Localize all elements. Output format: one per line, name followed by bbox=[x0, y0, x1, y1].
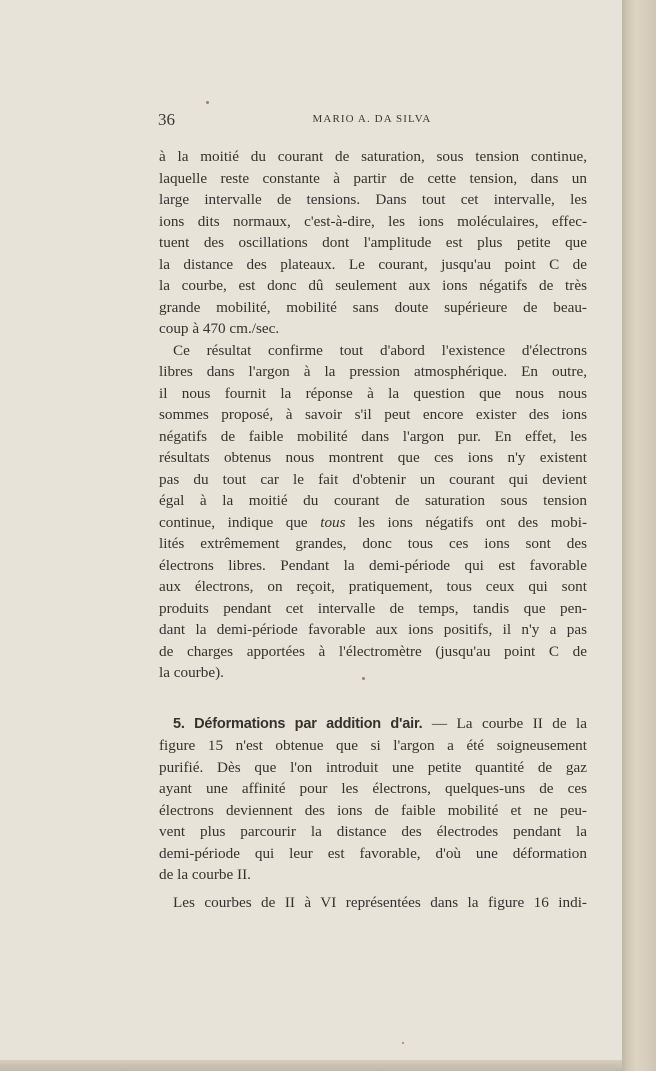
text-line: purifié. Dès que l'on introduit une petite quantité de gaz bbox=[159, 758, 587, 776]
text-line: résultats obtenus nous montrent que ces ions n'y existent bbox=[159, 449, 587, 466]
paper-speck bbox=[402, 1042, 404, 1044]
text-line: produits pendant cet intervalle de temps, tandis que pen- bbox=[159, 599, 587, 617]
text-run: — La courbe II de la bbox=[422, 714, 587, 732]
text-line: aux électrons, on reçoit, pratiquement, tous ceux qui sont bbox=[159, 578, 587, 595]
text-line: électrons libres. Pendant la demi-période qui est favorable bbox=[159, 556, 587, 574]
text-line: à la moitié du courant de saturation, sous tension continue, bbox=[159, 148, 587, 165]
text-line: dant la demi-période favorable aux ions positifs, il n'y a pas bbox=[159, 621, 587, 638]
text-line: de la courbe II. bbox=[159, 866, 251, 883]
page-header bbox=[158, 110, 586, 132]
page-bottom-shadow bbox=[0, 1060, 622, 1071]
text-line: la distance des plateaux. Le courant, jusqu'au point C de bbox=[159, 255, 587, 273]
text-line: laquelle reste constante à partir de cette tension, dans un bbox=[159, 169, 587, 187]
text-line: la courbe, est donc dû seulement aux ions négatifs de très bbox=[159, 277, 587, 294]
text-line bbox=[159, 512, 587, 534]
text-line: il nous fournit la réponse à la question que nous nous bbox=[159, 384, 587, 402]
text-line: grande mobilité, mobilité sans doute supérieure de beau- bbox=[159, 298, 587, 316]
text-line: négatifs de faible mobilité dans l'argon pur. En effet, les bbox=[159, 427, 587, 445]
text-line: pas du tout car le fait d'obtenir un courant qui devient bbox=[159, 470, 587, 488]
text-line: libres dans l'argon à la pression atmosphérique. En outre, bbox=[159, 363, 587, 380]
text-line: Ce résultat confirme tout d'abord l'existence d'électrons bbox=[173, 341, 587, 359]
page-number: 36 bbox=[158, 110, 175, 129]
text-line: demi-période qui leur est favorable, d'où une déformation bbox=[159, 844, 587, 862]
section-5-paragraph bbox=[159, 713, 587, 886]
text-line: large intervalle de tensions. Dans tout cet intervalle, les bbox=[159, 191, 587, 208]
paper-speck bbox=[206, 101, 209, 104]
text-line: électrons deviennent des ions de faible mobilité et ne peu- bbox=[159, 801, 587, 819]
text-line: Les courbes de II à VI représentées dans la figure 16 indi- bbox=[173, 893, 587, 911]
paragraph-last bbox=[159, 892, 587, 914]
text-line: sommes proposé, à savoir s'il peut encore exister des ions bbox=[159, 406, 587, 423]
text-line: figure 15 n'est obtenue que si l'argon a été soigneusement bbox=[159, 737, 587, 754]
text-line: lités extrêmement grandes, donc tous ces ions sont des bbox=[159, 535, 587, 552]
text-line: de charges apportées à l'électromètre (jusqu'au point C de bbox=[159, 642, 587, 660]
text-line: vent plus parcourir la distance des électrodes pendant la bbox=[159, 823, 587, 840]
text-line: la courbe). bbox=[159, 664, 224, 681]
text-line: ayant une affinité pour les électrons, quelques-uns de ces bbox=[159, 780, 587, 797]
body-text bbox=[159, 146, 587, 913]
italic-word: tous bbox=[320, 513, 346, 531]
text-line bbox=[159, 713, 587, 736]
text-run: les ions négatifs ont des mobi- bbox=[345, 513, 588, 531]
text-line: ions dits normaux, c'est-à-dire, les ions moléculaires, effec- bbox=[159, 212, 587, 230]
text-line: égal à la moitié du courant de saturation sous tension bbox=[159, 492, 587, 509]
text-run: continue, indique que bbox=[159, 513, 321, 531]
paragraph-2 bbox=[159, 340, 587, 684]
text-line: tuent des oscillations dont l'amplitude est plus petite que bbox=[159, 234, 587, 251]
section-spacer bbox=[159, 684, 587, 713]
running-head: MARIO A. DA SILVA bbox=[312, 113, 432, 125]
paragraph-1 bbox=[159, 146, 587, 340]
text-line: coup à 470 cm./sec. bbox=[159, 320, 280, 337]
section-heading: 5. Déformations par addition d'air. bbox=[173, 715, 423, 732]
page-edge bbox=[622, 0, 656, 1071]
